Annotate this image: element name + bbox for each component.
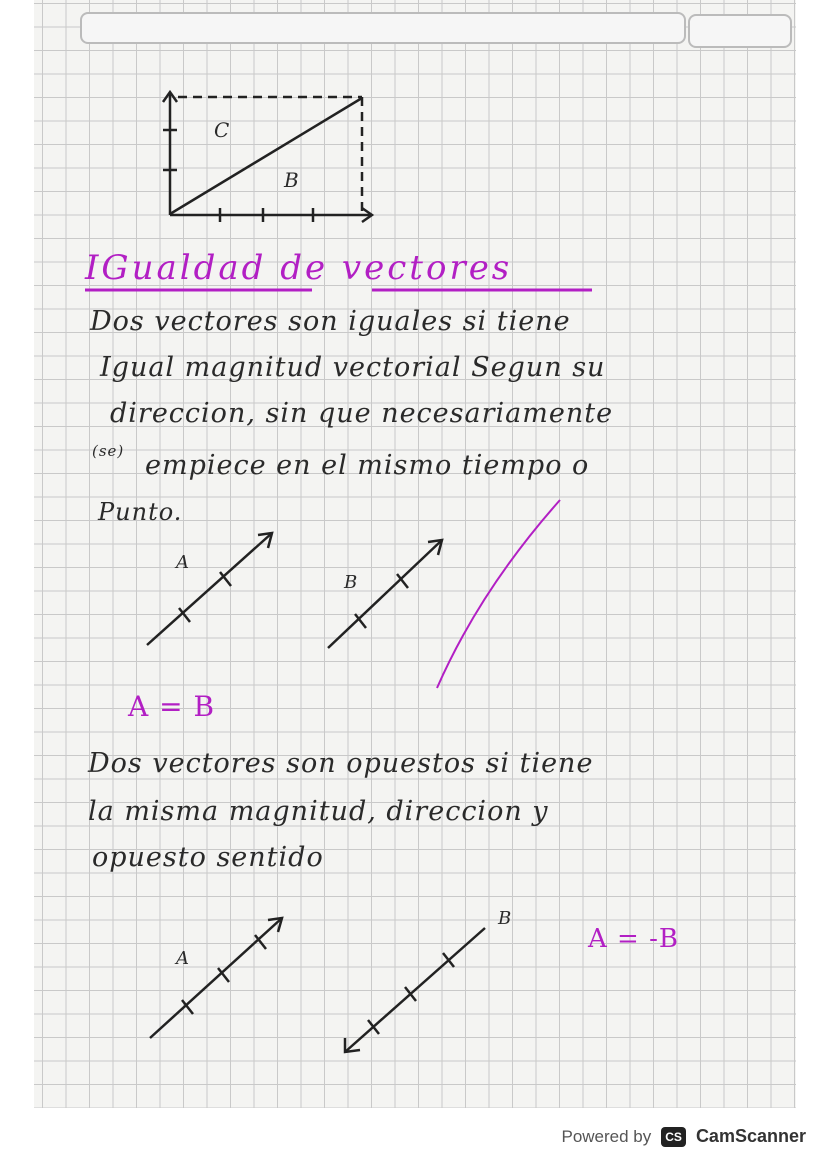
vector-label-b3: B bbox=[498, 908, 513, 929]
paragraph1-line3: direccion, sin que necesariamente bbox=[110, 398, 614, 429]
vector-label-a: A bbox=[176, 552, 190, 573]
camscanner-logo-icon: CS bbox=[661, 1127, 686, 1147]
paragraph1-insert: (se) bbox=[92, 442, 125, 460]
paragraph2-line1: Dos vectores son opuestos si tiene bbox=[88, 748, 594, 779]
powered-by-text: Powered by bbox=[561, 1126, 652, 1146]
equal-vectors-diagram bbox=[147, 533, 442, 648]
paragraph1-line5: Punto. bbox=[98, 498, 183, 526]
vector-label-c: C bbox=[214, 118, 231, 142]
vector-label-b2: B bbox=[344, 572, 359, 593]
camscanner-footer bbox=[561, 1126, 806, 1147]
paragraph1-line1: Dos vectores son iguales si tiene bbox=[90, 306, 571, 337]
vector-label-a3: A bbox=[176, 948, 190, 969]
paragraph2-line2: la misma magnitud, direccion y bbox=[88, 796, 549, 827]
vector-label-b: B bbox=[284, 168, 300, 192]
opposite-vectors-diagram bbox=[150, 918, 485, 1052]
paragraph1-line2: Igual magnitud vectorial Segun su bbox=[100, 352, 606, 383]
paragraph2-line3: opuesto sentido bbox=[92, 842, 324, 873]
equal-equation: A = B bbox=[128, 690, 216, 723]
paragraph1-line4: empiece en el mismo tiempo o bbox=[145, 450, 590, 481]
opposite-equation: A = -B bbox=[588, 924, 679, 954]
rectangle-vector-diagram bbox=[163, 92, 372, 222]
section-title: IGualdad de vectores bbox=[85, 248, 513, 288]
camscanner-brand: CamScanner bbox=[695, 1126, 806, 1146]
